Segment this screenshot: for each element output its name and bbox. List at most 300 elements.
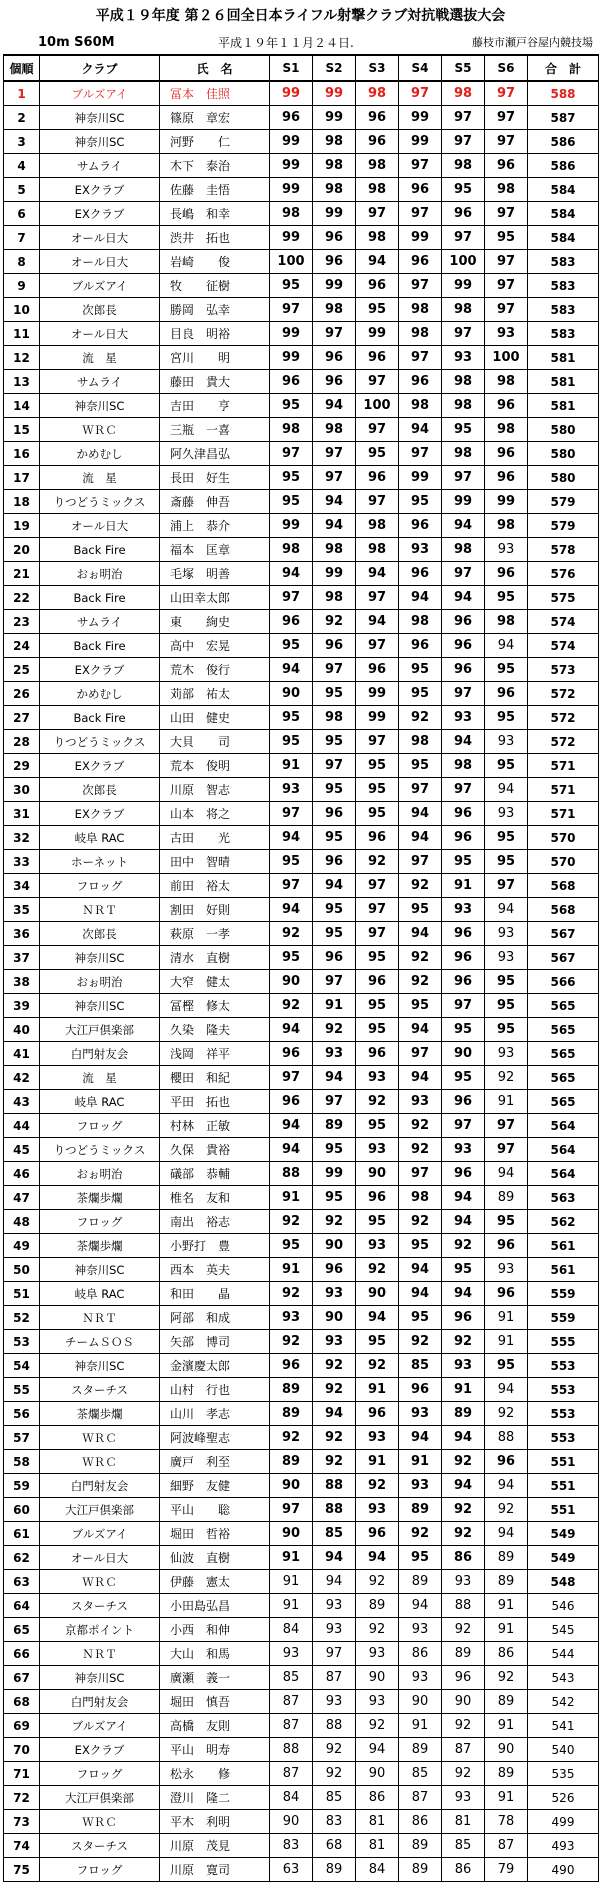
series-score-cell: 98 <box>442 442 485 466</box>
series-score-cell: 96 <box>313 634 356 658</box>
series-score-cell: 96 <box>399 514 442 538</box>
series-score-cell: 98 <box>270 538 313 562</box>
series-score-cell: 84 <box>356 1858 399 1882</box>
series-score-cell: 92 <box>485 1666 528 1690</box>
series-score-cell: 93 <box>399 538 442 562</box>
table-row <box>4 1546 599 1570</box>
series-score-cell: 95 <box>356 298 399 322</box>
rank-cell: 52 <box>4 1306 40 1330</box>
club-cell: EXクラブ <box>40 658 160 682</box>
rank-cell: 54 <box>4 1354 40 1378</box>
series-score-cell: 93 <box>356 1690 399 1714</box>
table-row <box>4 1450 599 1474</box>
total-cell: 568 <box>528 874 599 898</box>
shooter-name-cell: 割田 好則 <box>160 898 270 922</box>
series-score-cell: 97 <box>442 322 485 346</box>
total-cell: 493 <box>528 1834 599 1858</box>
club-cell: おぉ明治 <box>40 970 160 994</box>
rank-cell: 74 <box>4 1834 40 1858</box>
series-score-cell: 91 <box>399 1714 442 1738</box>
table-row <box>4 1570 599 1594</box>
series-score-cell: 95 <box>356 1114 399 1138</box>
series-score-cell: 93 <box>313 1618 356 1642</box>
series-score-cell: 96 <box>356 970 399 994</box>
series-score-cell: 86 <box>442 1858 485 1882</box>
rank-cell: 4 <box>4 154 40 178</box>
series-score-cell: 96 <box>442 802 485 826</box>
series-score-cell: 94 <box>270 1138 313 1162</box>
series-score-cell: 100 <box>442 250 485 274</box>
shooter-name-cell: 山田幸太郎 <box>160 586 270 610</box>
results-body <box>4 81 599 1882</box>
total-cell: 571 <box>528 802 599 826</box>
shooter-name-cell: 長田 好生 <box>160 466 270 490</box>
series-score-cell: 95 <box>442 850 485 874</box>
rank-cell: 28 <box>4 730 40 754</box>
table-row <box>4 1114 599 1138</box>
total-cell: 581 <box>528 394 599 418</box>
series-score-cell: 88 <box>270 1162 313 1186</box>
series-score-cell: 96 <box>399 1378 442 1402</box>
series-score-cell: 95 <box>270 730 313 754</box>
rank-cell: 59 <box>4 1474 40 1498</box>
series-score-cell: 93 <box>313 1690 356 1714</box>
total-cell: 574 <box>528 634 599 658</box>
series-score-cell: 92 <box>399 1522 442 1546</box>
series-score-cell: 95 <box>442 1258 485 1282</box>
series-score-cell: 96 <box>485 1282 528 1306</box>
shooter-name-cell: 山本 将之 <box>160 802 270 826</box>
club-cell: りつどうミックス <box>40 1138 160 1162</box>
total-cell: 571 <box>528 754 599 778</box>
series-score-cell: 92 <box>399 1330 442 1354</box>
table-row <box>4 1474 599 1498</box>
series-score-cell: 78 <box>485 1810 528 1834</box>
series-score-cell: 95 <box>356 1330 399 1354</box>
page-title: 平成１９年度 第２６回全日本ライフル射撃クラブ対抗戦選抜大会 <box>95 8 506 24</box>
series-score-cell: 96 <box>399 562 442 586</box>
series-score-cell: 90 <box>356 1282 399 1306</box>
series-score-cell: 91 <box>485 1618 528 1642</box>
series-score-cell: 96 <box>442 634 485 658</box>
series-score-cell: 98 <box>399 610 442 634</box>
series-score-cell: 96 <box>356 658 399 682</box>
club-cell: オール日大 <box>40 322 160 346</box>
rank-cell: 33 <box>4 850 40 874</box>
series-score-cell: 94 <box>485 1378 528 1402</box>
series-score-cell: 93 <box>485 922 528 946</box>
series-score-cell: 89 <box>399 1858 442 1882</box>
series-score-cell: 98 <box>313 706 356 730</box>
series-score-cell: 94 <box>313 874 356 898</box>
table-row <box>4 1378 599 1402</box>
club-cell: 茶爛歩爛 <box>40 1234 160 1258</box>
series-score-cell: 98 <box>270 418 313 442</box>
table-row <box>4 634 599 658</box>
series-score-cell: 97 <box>313 658 356 682</box>
series-score-cell: 92 <box>485 1066 528 1090</box>
rank-cell: 36 <box>4 922 40 946</box>
table-row <box>4 1090 599 1114</box>
series-score-cell: 92 <box>442 1618 485 1642</box>
series-score-cell: 94 <box>442 1210 485 1234</box>
shooter-name-cell: 和田 晶 <box>160 1282 270 1306</box>
shooter-name-cell: 廣戸 利至 <box>160 1450 270 1474</box>
series-score-cell: 93 <box>485 1258 528 1282</box>
table-row <box>4 898 599 922</box>
shooter-name-cell: 川原 智志 <box>160 778 270 802</box>
series-score-cell: 96 <box>270 106 313 130</box>
series-score-cell: 92 <box>313 1018 356 1042</box>
series-score-cell: 91 <box>485 1330 528 1354</box>
club-cell: 大江戸倶楽部 <box>40 1786 160 1810</box>
rank-cell: 55 <box>4 1378 40 1402</box>
total-cell: 565 <box>528 1066 599 1090</box>
series-score-cell: 96 <box>270 610 313 634</box>
series-score-cell: 93 <box>356 1426 399 1450</box>
shooter-name-cell: 松永 修 <box>160 1762 270 1786</box>
series-score-cell: 91 <box>270 1594 313 1618</box>
col-header-total: 合 計 <box>528 55 599 81</box>
series-score-cell: 88 <box>313 1474 356 1498</box>
series-score-cell: 96 <box>442 922 485 946</box>
shooter-name-cell: 萩原 一孝 <box>160 922 270 946</box>
series-score-cell: 89 <box>485 1762 528 1786</box>
series-score-cell: 98 <box>313 154 356 178</box>
rank-cell: 62 <box>4 1546 40 1570</box>
series-score-cell: 95 <box>270 634 313 658</box>
series-score-cell: 89 <box>270 1402 313 1426</box>
shooter-name-cell: 澄川 隆二 <box>160 1786 270 1810</box>
series-score-cell: 87 <box>313 1666 356 1690</box>
table-row <box>4 1618 599 1642</box>
total-cell: 568 <box>528 898 599 922</box>
series-score-cell: 89 <box>485 1546 528 1570</box>
shooter-name-cell: 古田 光 <box>160 826 270 850</box>
series-score-cell: 92 <box>356 1090 399 1114</box>
col-header-s6: S6 <box>485 55 528 81</box>
series-score-cell: 99 <box>270 226 313 250</box>
series-score-cell: 95 <box>442 178 485 202</box>
total-cell: 561 <box>528 1234 599 1258</box>
club-cell: 神奈川SC <box>40 130 160 154</box>
series-score-cell: 93 <box>485 730 528 754</box>
table-row <box>4 1330 599 1354</box>
rank-cell: 71 <box>4 1762 40 1786</box>
rank-cell: 17 <box>4 466 40 490</box>
shooter-name-cell: 山田 健史 <box>160 706 270 730</box>
series-score-cell: 92 <box>356 1618 399 1642</box>
rank-cell: 40 <box>4 1018 40 1042</box>
club-cell: サムライ <box>40 370 160 394</box>
series-score-cell: 94 <box>313 1402 356 1426</box>
series-score-cell: 83 <box>313 1810 356 1834</box>
table-row <box>4 874 599 898</box>
series-score-cell: 93 <box>270 1642 313 1666</box>
series-score-cell: 89 <box>399 1570 442 1594</box>
series-score-cell: 99 <box>270 514 313 538</box>
rank-cell: 30 <box>4 778 40 802</box>
series-score-cell: 98 <box>485 514 528 538</box>
table-row <box>4 946 599 970</box>
rank-cell: 66 <box>4 1642 40 1666</box>
series-score-cell: 96 <box>399 250 442 274</box>
series-score-cell: 85 <box>270 1666 313 1690</box>
table-row <box>4 1690 599 1714</box>
series-score-cell: 99 <box>399 106 442 130</box>
series-score-cell: 98 <box>356 81 399 106</box>
total-cell: 580 <box>528 418 599 442</box>
series-score-cell: 99 <box>270 178 313 202</box>
table-row <box>4 1402 599 1426</box>
series-score-cell: 94 <box>399 1018 442 1042</box>
series-score-cell: 84 <box>270 1618 313 1642</box>
rank-cell: 48 <box>4 1210 40 1234</box>
club-cell: かめむし <box>40 682 160 706</box>
rank-cell: 35 <box>4 898 40 922</box>
table-row <box>4 442 599 466</box>
series-score-cell: 94 <box>485 634 528 658</box>
series-score-cell: 99 <box>313 81 356 106</box>
series-score-cell: 98 <box>399 322 442 346</box>
series-score-cell: 90 <box>270 1810 313 1834</box>
total-cell: 574 <box>528 610 599 634</box>
rank-cell: 75 <box>4 1858 40 1882</box>
series-score-cell: 89 <box>313 1858 356 1882</box>
club-cell: 岐阜 RAC <box>40 826 160 850</box>
rank-cell: 7 <box>4 226 40 250</box>
shooter-name-cell: 藤田 貴大 <box>160 370 270 394</box>
series-score-cell: 97 <box>399 442 442 466</box>
rank-cell: 5 <box>4 178 40 202</box>
shooter-name-cell: 仙波 直樹 <box>160 1546 270 1570</box>
series-score-cell: 97 <box>442 778 485 802</box>
series-score-cell: 97 <box>313 1090 356 1114</box>
series-score-cell: 87 <box>270 1714 313 1738</box>
series-score-cell: 96 <box>442 946 485 970</box>
series-score-cell: 89 <box>270 1378 313 1402</box>
rank-cell: 3 <box>4 130 40 154</box>
total-cell: 542 <box>528 1690 599 1714</box>
series-score-cell: 99 <box>399 466 442 490</box>
club-cell: チームＳＯＳ <box>40 1330 160 1354</box>
series-score-cell: 95 <box>442 418 485 442</box>
series-score-cell: 96 <box>442 202 485 226</box>
shooter-name-cell: 矢部 博司 <box>160 1330 270 1354</box>
club-cell: EXクラブ <box>40 1738 160 1762</box>
series-score-cell: 99 <box>313 106 356 130</box>
club-cell: ブルズアイ <box>40 274 160 298</box>
series-score-cell: 91 <box>442 874 485 898</box>
total-cell: 583 <box>528 250 599 274</box>
series-score-cell: 94 <box>356 250 399 274</box>
rank-cell: 12 <box>4 346 40 370</box>
rank-cell: 34 <box>4 874 40 898</box>
table-row <box>4 922 599 946</box>
series-score-cell: 94 <box>442 1282 485 1306</box>
series-score-cell: 97 <box>356 730 399 754</box>
series-score-cell: 86 <box>485 1642 528 1666</box>
series-score-cell: 93 <box>442 1570 485 1594</box>
series-score-cell: 89 <box>442 1642 485 1666</box>
club-cell: 大江戸倶楽部 <box>40 1498 160 1522</box>
series-score-cell: 95 <box>485 706 528 730</box>
series-score-cell: 95 <box>270 1234 313 1258</box>
series-score-cell: 90 <box>270 970 313 994</box>
col-header-s2: S2 <box>313 55 356 81</box>
shooter-name-cell: 勝岡 弘幸 <box>160 298 270 322</box>
series-score-cell: 85 <box>313 1786 356 1810</box>
total-cell: 584 <box>528 178 599 202</box>
total-cell: 564 <box>528 1114 599 1138</box>
total-cell: 583 <box>528 274 599 298</box>
series-score-cell: 93 <box>313 1042 356 1066</box>
series-score-cell: 97 <box>356 586 399 610</box>
shooter-name-cell: 廣瀬 義一 <box>160 1666 270 1690</box>
series-score-cell: 90 <box>270 1522 313 1546</box>
table-row <box>4 682 599 706</box>
series-score-cell: 94 <box>313 1570 356 1594</box>
club-cell: 神奈川SC <box>40 394 160 418</box>
series-score-cell: 97 <box>356 202 399 226</box>
series-score-cell: 90 <box>356 1666 399 1690</box>
shooter-name-cell: 牧 征樹 <box>160 274 270 298</box>
series-score-cell: 96 <box>442 1306 485 1330</box>
total-cell: 540 <box>528 1738 599 1762</box>
series-score-cell: 95 <box>313 826 356 850</box>
series-score-cell: 99 <box>399 130 442 154</box>
shooter-name-cell: 小野打 豊 <box>160 1234 270 1258</box>
series-score-cell: 95 <box>270 946 313 970</box>
table-row <box>4 586 599 610</box>
series-score-cell: 93 <box>356 1498 399 1522</box>
total-cell: 553 <box>528 1354 599 1378</box>
table-row <box>4 778 599 802</box>
club-cell: 次郎長 <box>40 922 160 946</box>
series-score-cell: 92 <box>313 1354 356 1378</box>
series-score-cell: 91 <box>270 754 313 778</box>
club-cell: 神奈川SC <box>40 106 160 130</box>
series-score-cell: 95 <box>270 466 313 490</box>
col-header-s3: S3 <box>356 55 399 81</box>
series-score-cell: 95 <box>313 898 356 922</box>
total-cell: 580 <box>528 442 599 466</box>
table-row <box>4 370 599 394</box>
total-cell: 570 <box>528 826 599 850</box>
series-score-cell: 90 <box>442 1042 485 1066</box>
series-score-cell: 95 <box>356 802 399 826</box>
club-cell: 岐阜 RAC <box>40 1282 160 1306</box>
total-cell: 526 <box>528 1786 599 1810</box>
club-cell: サムライ <box>40 610 160 634</box>
club-cell: Back Fire <box>40 538 160 562</box>
series-score-cell: 96 <box>270 1042 313 1066</box>
series-score-cell: 95 <box>313 682 356 706</box>
shooter-name-cell: 小田島弘昌 <box>160 1594 270 1618</box>
series-score-cell: 99 <box>313 274 356 298</box>
series-score-cell: 92 <box>270 994 313 1018</box>
series-score-cell: 94 <box>399 922 442 946</box>
club-cell: 流 星 <box>40 1066 160 1090</box>
rank-cell: 39 <box>4 994 40 1018</box>
series-score-cell: 95 <box>313 1138 356 1162</box>
table-row <box>4 850 599 874</box>
series-score-cell: 92 <box>399 946 442 970</box>
series-score-cell: 96 <box>442 826 485 850</box>
series-score-cell: 92 <box>356 1714 399 1738</box>
series-score-cell: 94 <box>270 1114 313 1138</box>
series-score-cell: 96 <box>313 226 356 250</box>
club-cell: ＮＲＴ <box>40 1642 160 1666</box>
series-score-cell: 90 <box>313 1234 356 1258</box>
series-score-cell: 98 <box>313 130 356 154</box>
total-cell: 559 <box>528 1306 599 1330</box>
series-score-cell: 91 <box>485 1786 528 1810</box>
total-cell: 576 <box>528 562 599 586</box>
total-cell: 584 <box>528 226 599 250</box>
rank-cell: 23 <box>4 610 40 634</box>
series-score-cell: 96 <box>356 1402 399 1426</box>
rank-cell: 58 <box>4 1450 40 1474</box>
series-score-cell: 94 <box>399 1594 442 1618</box>
series-score-cell: 97 <box>399 154 442 178</box>
series-score-cell: 86 <box>399 1810 442 1834</box>
rank-cell: 19 <box>4 514 40 538</box>
table-row <box>4 466 599 490</box>
series-score-cell: 92 <box>485 1402 528 1426</box>
table-row <box>4 250 599 274</box>
series-score-cell: 98 <box>313 418 356 442</box>
rank-cell: 56 <box>4 1402 40 1426</box>
series-score-cell: 97 <box>485 274 528 298</box>
table-row <box>4 706 599 730</box>
table-row <box>4 1714 599 1738</box>
club-cell: Back Fire <box>40 634 160 658</box>
rank-cell: 44 <box>4 1114 40 1138</box>
total-cell: 573 <box>528 658 599 682</box>
series-score-cell: 97 <box>313 466 356 490</box>
series-score-cell: 95 <box>356 778 399 802</box>
total-cell: 545 <box>528 1618 599 1642</box>
total-cell: 566 <box>528 970 599 994</box>
total-cell: 548 <box>528 1570 599 1594</box>
series-score-cell: 88 <box>313 1714 356 1738</box>
table-row <box>4 1138 599 1162</box>
table-row <box>4 1858 599 1882</box>
total-cell: 490 <box>528 1858 599 1882</box>
series-score-cell: 88 <box>313 1498 356 1522</box>
series-score-cell: 89 <box>485 1690 528 1714</box>
series-score-cell: 97 <box>270 442 313 466</box>
series-score-cell: 99 <box>270 130 313 154</box>
shooter-name-cell: 斎藤 伸吾 <box>160 490 270 514</box>
club-cell: EXクラブ <box>40 202 160 226</box>
series-score-cell: 95 <box>270 850 313 874</box>
total-cell: 544 <box>528 1642 599 1666</box>
series-score-cell: 97 <box>399 850 442 874</box>
club-cell: 白門射友会 <box>40 1042 160 1066</box>
series-score-cell: 97 <box>356 874 399 898</box>
total-cell: 581 <box>528 370 599 394</box>
table-row <box>4 1594 599 1618</box>
series-score-cell: 96 <box>399 178 442 202</box>
series-score-cell: 94 <box>356 1738 399 1762</box>
table-row <box>4 514 599 538</box>
series-score-cell: 93 <box>485 802 528 826</box>
shooter-name-cell: 山村 行也 <box>160 1378 270 1402</box>
series-score-cell: 81 <box>442 1810 485 1834</box>
club-cell: 神奈川SC <box>40 994 160 1018</box>
